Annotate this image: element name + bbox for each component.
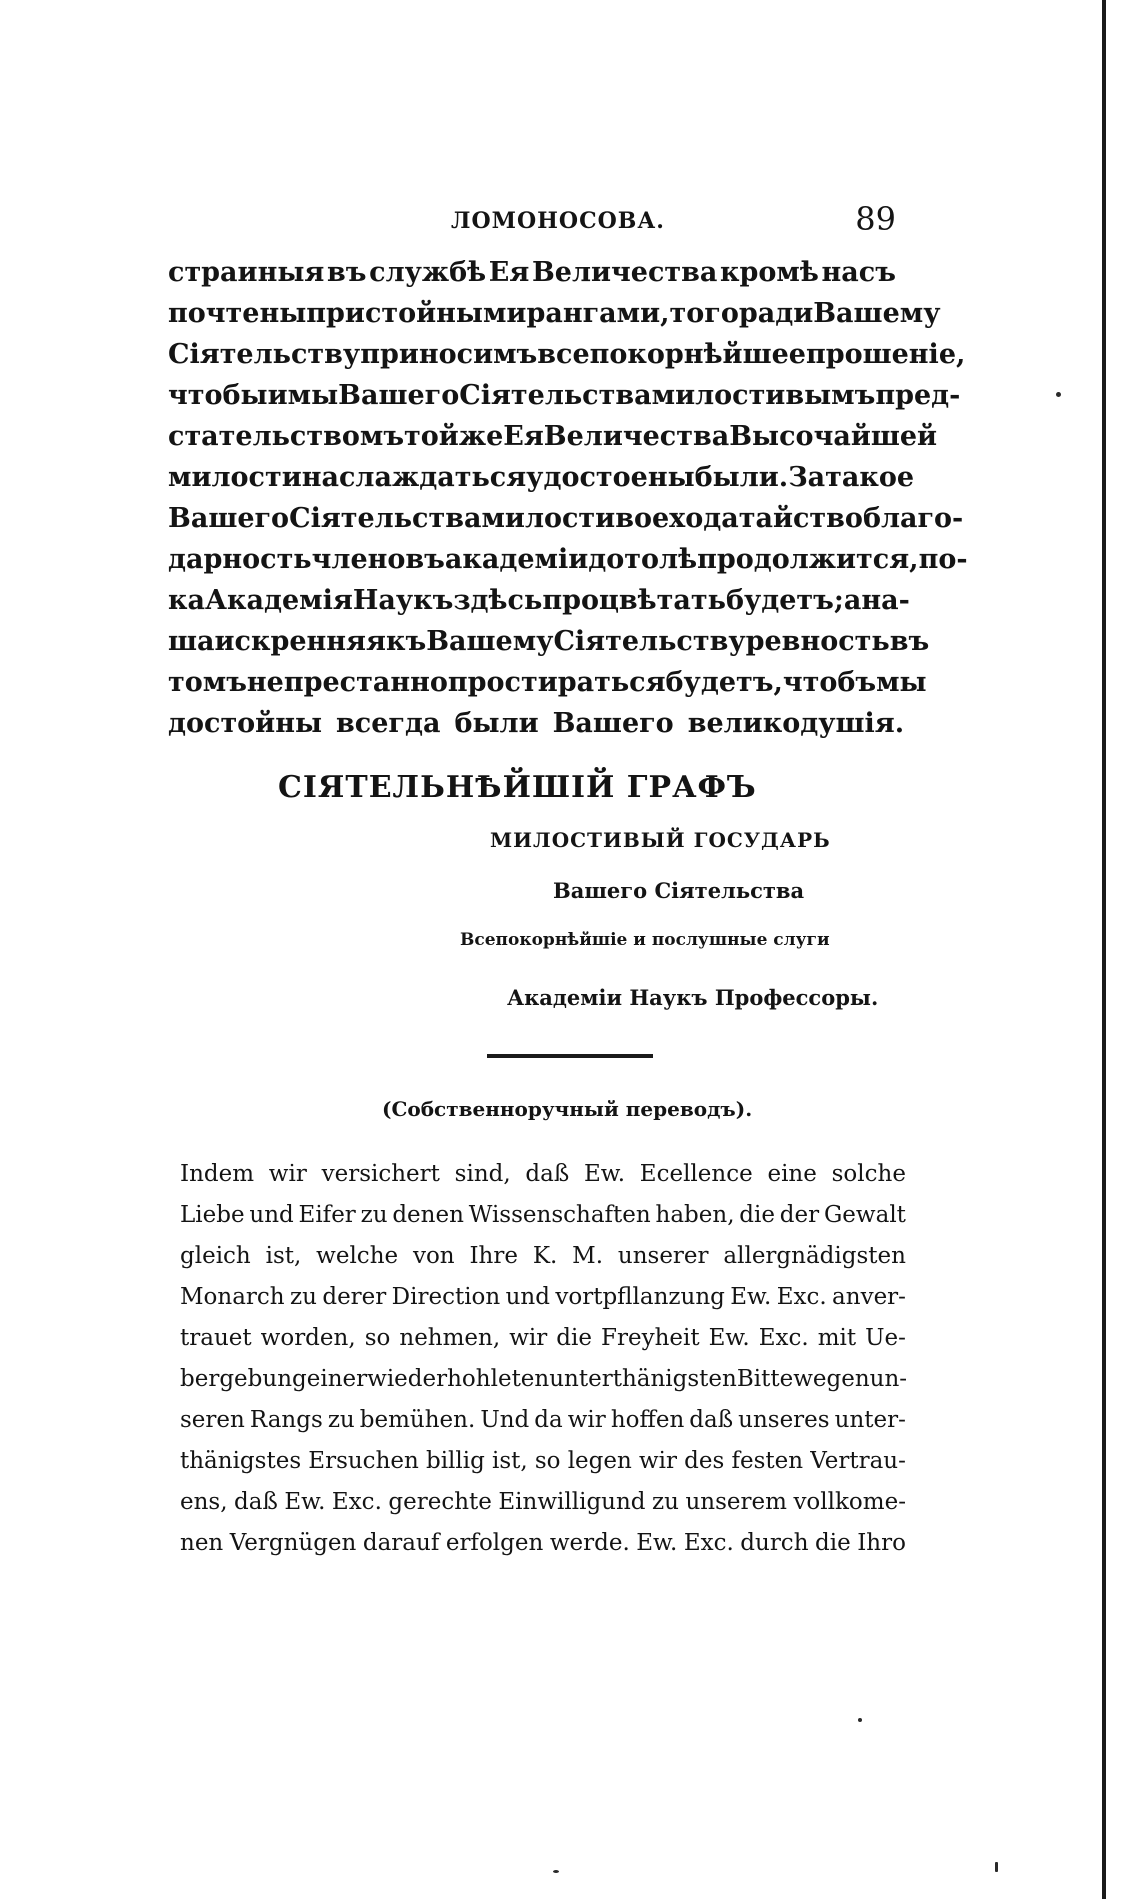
word: nen [180,1530,224,1556]
word: daß [234,1489,278,1515]
russian-text-line [168,580,910,621]
word: Exc. [331,1489,382,1515]
word: членовъ [311,544,445,575]
word: nehmen, [399,1325,501,1351]
word: des [684,1448,725,1474]
word: Monarch [180,1284,285,1310]
word: того [669,298,739,329]
word: Gewalt [823,1202,906,1228]
word: Wissenschaften [468,1202,651,1228]
german-text-line [180,1359,906,1400]
word: Наукъ [352,585,454,616]
word: томъ [168,667,247,698]
word: wir [567,1407,606,1433]
word: gleich [180,1243,251,1269]
word: die [556,1325,592,1351]
word: werde. [549,1530,630,1556]
word: so [534,1448,561,1474]
scan-speck [553,1870,559,1873]
russian-text-line [168,539,968,580]
word: чтобъ [782,667,877,698]
word: zu [327,1407,355,1433]
word: da [534,1407,563,1433]
word: въ [889,626,930,657]
word: Вашему [813,298,941,329]
word: K. [532,1243,558,1269]
word: достойны [168,708,323,739]
word: кромѣ [720,257,819,288]
word: Высочайшей [729,421,938,452]
word: Величества [543,421,730,452]
word: sind, [454,1161,511,1187]
page-edge-line [1102,0,1106,1899]
word: anver- [832,1284,906,1310]
word: продолжится, [697,544,919,575]
word: versichert [321,1161,440,1187]
word: welche [316,1243,399,1269]
word: von [412,1243,455,1269]
word: haben, [655,1202,735,1228]
word: Академія [205,585,353,616]
german-text-line [180,1277,906,1318]
word: пристойными [306,298,527,329]
word: Вашего [168,503,290,534]
word: Ея [503,421,544,452]
word: Ihro [857,1530,906,1556]
word: толѣ [624,544,698,575]
word: Ecellence [639,1161,753,1187]
word: Ew. [708,1325,750,1351]
word: unserem [685,1489,787,1515]
word: festen [731,1448,804,1474]
word: по- [918,544,968,575]
word: daß [689,1407,734,1433]
word: простираться [447,667,666,698]
word: M. [572,1243,604,1269]
word: Rangs [249,1407,323,1433]
word: unserer [617,1243,709,1269]
german-text-line [180,1523,906,1564]
word: Ew. [583,1161,626,1187]
word: Ihre [469,1243,518,1269]
word: чтобы [168,380,268,411]
word: vollkome- [793,1489,906,1515]
word: ходатайство [669,503,863,534]
word: unterthänigsten [549,1366,737,1392]
word: прошеніе, [805,339,966,370]
word: wir [509,1325,548,1351]
word: мы [876,667,927,698]
word: великодушія. [687,708,905,739]
word: такое [825,462,915,493]
word: wir [638,1448,678,1474]
word: Exc. [683,1530,734,1556]
word: gerechte [388,1489,492,1515]
word: ша [168,626,215,657]
word: zu [652,1489,679,1515]
word: милости [168,462,302,493]
word: Exc. [776,1284,827,1310]
word: удостоены [526,462,695,493]
german-text-line [180,1400,906,1441]
word: mit [817,1325,857,1351]
german-text-line [180,1482,906,1523]
closing-line-2: Вашего Сіятельства [553,878,805,903]
word: allergnädigsten [723,1243,906,1269]
word: а [843,585,862,616]
word: Ew. [284,1489,326,1515]
word: billig [425,1448,485,1474]
word: наслаждаться [301,462,527,493]
word: Сіятельства [459,380,652,411]
word: академіи [444,544,589,575]
scan-speck [995,1862,998,1872]
word: trauet [180,1325,252,1351]
word: были [454,708,539,739]
word: wir [268,1161,307,1187]
word: здѣсь [453,585,543,616]
word: Вашему [426,626,554,657]
word: Direction [391,1284,501,1310]
word: Einwilligund [498,1489,646,1515]
word: Сіятельства [289,503,482,534]
word: Величества [531,257,718,288]
word: so [364,1325,391,1351]
word: процвѣтать [542,585,726,616]
word: unseres [738,1407,830,1433]
german-text-line [180,1318,906,1359]
word: были. [694,462,789,493]
word: un- [869,1366,908,1392]
word: zu [290,1284,317,1310]
word: ist, [492,1448,528,1474]
german-text-line [180,1441,906,1482]
section-divider [487,1054,653,1058]
word: Exc. [758,1325,809,1351]
word: Indem [180,1161,255,1187]
word: дарность [168,544,312,575]
word: Вашего [552,708,674,739]
word: der [779,1202,820,1228]
german-body-text [180,1154,906,1564]
word: Vertrau- [810,1448,906,1474]
word: и [267,380,288,411]
word: legen [567,1448,632,1474]
word: милостивое [481,503,670,534]
russian-body-text [168,252,968,744]
word: unter- [834,1407,906,1433]
word: worden, [260,1325,356,1351]
scan-speck [1056,392,1061,397]
word: vortpfllanzung [555,1284,725,1310]
word: thänigstes [180,1448,302,1474]
running-title: ЛОМОНОСОВА. [451,208,665,234]
word: почтены [168,298,307,329]
word: же [458,421,504,452]
russian-text-line [168,375,961,416]
word: durch [740,1530,809,1556]
word: und [249,1202,294,1228]
word: той [404,421,459,452]
russian-text-line [168,252,896,293]
word: всепокорнѣйшее [537,339,806,370]
russian-text-line [168,293,941,334]
word: ради [738,298,814,329]
word: wiederhohleten [367,1366,550,1392]
word: къ [385,626,427,657]
word: derer [322,1284,387,1310]
word: Сіятельству [553,626,746,657]
closing-line-1: МИЛОСТИВЫЙ ГОСУДАРЬ [490,828,831,852]
closing-line-3: Всепокорнѣйшіе и послушные слуги [460,930,830,950]
word: daß [525,1161,570,1187]
word: въ [327,257,367,288]
word: мы [287,380,339,411]
closing-line-4: Академіи Наукъ Профессоры. [507,985,879,1010]
german-text-line [180,1154,906,1195]
word: рангами, [526,298,670,329]
word: darauf [362,1530,440,1556]
scan-speck [858,1718,862,1722]
word: Ея [488,257,530,288]
word: непрестанно [246,667,448,698]
word: Und [480,1407,530,1433]
word: службѣ [369,257,487,288]
russian-text-line [168,703,905,744]
word: zu [360,1202,388,1228]
russian-text-line [168,498,964,539]
word: Сіятельству [168,339,361,370]
word: стательствомъ [168,421,405,452]
word: милостивымъ [651,380,876,411]
word: благо- [862,503,964,534]
word: und [505,1284,550,1310]
word: всегда [336,708,441,739]
word: die [815,1530,851,1556]
word: приносимъ [360,339,538,370]
word: пред- [875,380,961,411]
word: Liebe [180,1202,245,1228]
word: Вашего [338,380,460,411]
word: einer [306,1366,368,1392]
word: За [788,462,826,493]
german-text-line [180,1236,906,1277]
russian-text-line [168,621,930,662]
word: solche [831,1161,906,1187]
word: страиныя [168,257,325,288]
word: Ew. [636,1530,678,1556]
word: Eifer [298,1202,356,1228]
word: Bitte [736,1366,794,1392]
salutation: СІЯТЕЛЬНѢЙШІЙ ГРАФЪ [278,770,757,805]
word: до [588,544,625,575]
word: Ue- [865,1325,906,1351]
word: насъ [821,257,896,288]
word: erfolgen [445,1530,544,1556]
word: ist, [265,1243,302,1269]
russian-text-line [168,457,915,498]
word: Ew. [730,1284,772,1310]
running-head [168,200,896,244]
word: ens, [180,1489,228,1515]
russian-text-line [168,416,938,457]
word: die [739,1202,775,1228]
word: wegen [793,1366,870,1392]
word: ка [168,585,205,616]
word: искренняя [214,626,386,657]
word: eine [767,1161,817,1187]
translation-note: (Собственноручный переводъ). [382,1097,753,1121]
word: будетъ; [725,585,844,616]
russian-text-line [168,334,966,375]
russian-text-line [168,662,927,703]
word: bergebung [180,1366,307,1392]
word: Ersuchen [308,1448,419,1474]
word: seren [180,1407,245,1433]
german-text-line [180,1195,906,1236]
word: Freyheit [601,1325,700,1351]
word: будетъ, [665,667,783,698]
page-number: 89 [855,200,896,238]
word: bemühen. [359,1407,476,1433]
word: denen [392,1202,464,1228]
word: на- [861,585,910,616]
word: hoffen [610,1407,685,1433]
word: ревность [745,626,890,657]
word: Vergnügen [229,1530,357,1556]
